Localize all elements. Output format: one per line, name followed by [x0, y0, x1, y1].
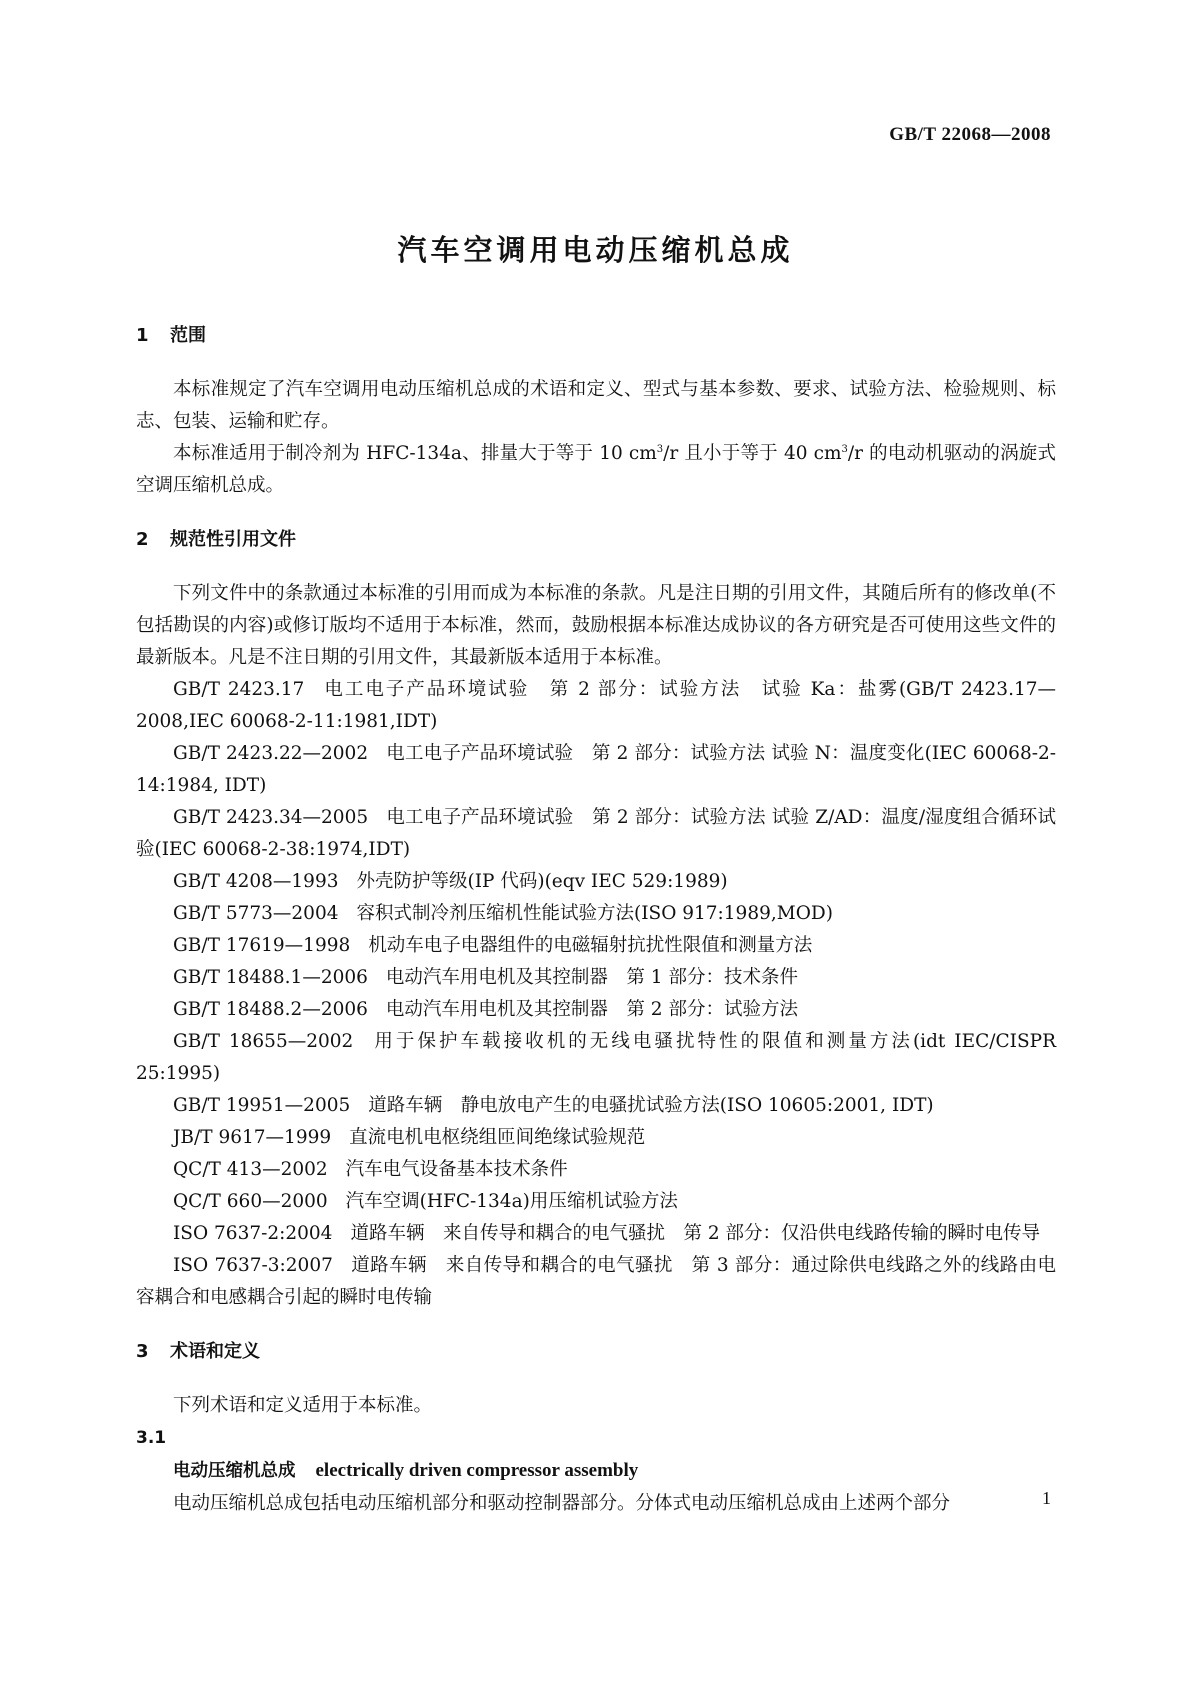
reference-title: 汽车电气设备基本技术条件: [345, 1159, 568, 1180]
reference-title: 道路车辆 来自传导和耦合的电气骚扰 第 3 部分：通过除供电线路之外的线路由电容耦合和电感耦合引起的瞬时电传输: [136, 1255, 1056, 1308]
standard-code: GB/T 22068—2008: [889, 124, 1051, 145]
reference-item: [136, 802, 1056, 866]
reference-title: 用于保护车载接收机的无线电骚扰特性的限值和测量方法(idt IEC/CISPR 25:1995): [136, 1031, 1056, 1084]
reference-title: 道路车辆 来自传导和耦合的电气骚扰 第 2 部分：仅沿供电线路传输的瞬时电传导: [350, 1223, 1040, 1244]
reference-code: QC/T 413—2002: [173, 1159, 328, 1180]
reference-title: 容积式制冷剂压缩机性能试验方法(ISO 917:1989,MOD): [356, 903, 833, 924]
reference-title: 道路车辆 静电放电产生的电骚扰试验方法(ISO 10605:2001, IDT): [368, 1095, 934, 1116]
reference-code: GB/T 5773—2004: [173, 903, 339, 924]
reference-item: [136, 898, 1056, 930]
reference-title: 电动汽车用电机及其控制器 第 2 部分：试验方法: [385, 999, 798, 1020]
reference-item: [136, 930, 1056, 962]
reference-code: GB/T 18488.1—2006: [173, 967, 368, 988]
reference-title: 外壳防护等级(IP 代码)(eqv IEC 529:1989): [356, 871, 728, 892]
term-name: [136, 1454, 1056, 1488]
reference-title: 直流电机电枢绕组匝间绝缘试验规范: [349, 1127, 646, 1148]
section-number: 3: [136, 1341, 149, 1362]
reference-item: [136, 1186, 1056, 1218]
reference-item: [136, 1154, 1056, 1186]
reference-item: [136, 1218, 1056, 1250]
reference-code: GB/T 19951—2005: [173, 1095, 351, 1116]
term-definition: 电动压缩机总成包括电动压缩机部分和驱动控制器部分。分体式电动压缩机总成由上述两个部分: [173, 1493, 951, 1514]
reference-item: [136, 1122, 1056, 1154]
reference-item: [136, 866, 1056, 898]
document-title: 汽车空调用电动压缩机总成: [397, 233, 794, 267]
section-number: 1: [136, 325, 149, 346]
scope-paragraph-2: 本标准适用于制冷剂为 HFC-134a、排量大于等于 10 $cm^3/r$ 且小于等于 40 $cm^3/r$ 的电动机驱动的涡旋式空调压缩机总成。: [136, 443, 1056, 496]
document-body: [136, 320, 1056, 1520]
normative-references-intro: 下列文件中的条款通过本标准的引用而成为本标准的条款。凡是注日期的引用文件，其随后所有的修改单(不包括勘误的内容)或修订版均不适用于本标准，然而，鼓励根据本标准达成协议的各方研究是否可使用这些文件的最新版本。凡是不注日期的引用文件，其最新版本适用于本标准。: [136, 583, 1056, 668]
section-title: 术语和定义: [170, 1341, 260, 1362]
reference-code: ISO 7637-2:2004: [173, 1223, 333, 1244]
section-title: 范围: [170, 325, 206, 346]
reference-code: JB/T 9617—1999: [173, 1127, 332, 1148]
reference-title: 电工电子产品环境试验 第 2 部分：试验方法 试验 N：温度变化(IEC 60068-2-14:1984, IDT): [136, 743, 1056, 796]
reference-item: [136, 1250, 1056, 1314]
term-name-en: electrically driven compressor assembly: [315, 1460, 639, 1481]
term-number: 3.1: [136, 1428, 167, 1448]
scope-paragraph-1: 本标准规定了汽车空调用电动压缩机总成的术语和定义、型式与基本参数、要求、试验方法、检验规则、标志、包装、运输和贮存。: [136, 379, 1056, 432]
reference-item: [136, 962, 1056, 994]
term-name-zh: 电动压缩机总成: [173, 1461, 296, 1481]
reference-title: 机动车电子电器组件的电磁辐射抗扰性限值和测量方法: [368, 935, 813, 956]
terms-intro: 下列术语和定义适用于本标准。: [173, 1395, 433, 1416]
reference-code: GB/T 17619—1998: [173, 935, 351, 956]
reference-title: 电工电子产品环境试验 第 2 部分：试验方法 试验 Ka：盐雾(GB/T 2423.17—2008,IEC 60068-2-11:1981,IDT): [136, 679, 1056, 732]
reference-item: [136, 1090, 1056, 1122]
reference-title: 汽车空调(HFC-134a)用压缩机试验方法: [345, 1191, 678, 1212]
reference-code: GB/T 18655—2002: [173, 1031, 354, 1052]
section-1-heading: [136, 320, 1056, 352]
reference-item: [136, 738, 1056, 802]
reference-item: [136, 994, 1056, 1026]
reference-code: ISO 7637-3:2007: [173, 1255, 333, 1276]
reference-item: [136, 1026, 1056, 1090]
reference-code: QC/T 660—2000: [173, 1191, 328, 1212]
reference-code: GB/T 18488.2—2006: [173, 999, 368, 1020]
reference-item: [136, 674, 1056, 738]
reference-title: 电工电子产品环境试验 第 2 部分：试验方法 试验 Z/AD：温度/湿度组合循环试验(IEC 60068-2-38:1974,IDT): [136, 807, 1056, 860]
reference-code: GB/T 4208—1993: [173, 871, 339, 892]
section-3-heading: [136, 1336, 1056, 1368]
reference-code: GB/T 2423.22—2002: [173, 743, 369, 764]
section-number: 2: [136, 529, 149, 550]
section-2-heading: [136, 524, 1056, 556]
reference-list: [136, 674, 1056, 1314]
reference-code: GB/T 2423.34—2005: [173, 807, 369, 828]
reference-code: GB/T 2423.17: [173, 679, 305, 700]
page-number: 1: [1042, 1488, 1051, 1508]
section-title: 规范性引用文件: [170, 529, 296, 550]
reference-title: 电动汽车用电机及其控制器 第 1 部分：技术条件: [385, 967, 798, 988]
